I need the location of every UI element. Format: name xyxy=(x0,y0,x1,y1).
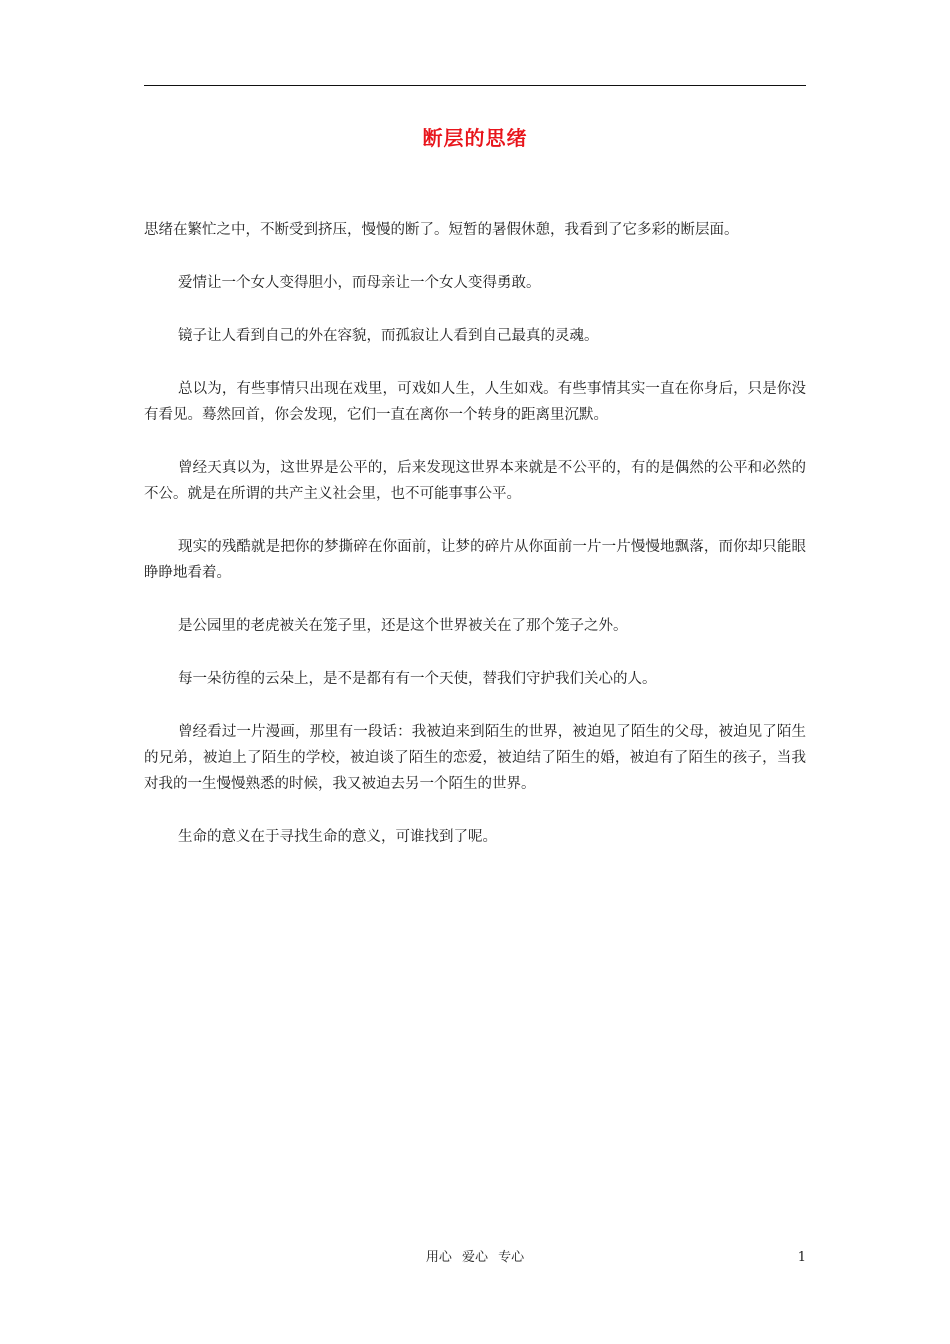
paragraph: 爱情让一个女人变得胆小，而母亲让一个女人变得勇敢。 xyxy=(178,275,541,291)
paragraph: 曾经看过一片漫画，那里有一段话：我被迫来到陌生的世界，被迫见了陌生的父母，被迫见了陌生的兄弟，被迫上了陌生的学校，被迫谈了陌生的恋爱，被迫结了陌生的婚，被迫有了陌生的孩子，当我对我的一生慢慢熟悉的时候，我又被迫去另一个陌生的世界。 xyxy=(144,724,806,792)
paragraph: 曾经天真以为，这世界是公平的，后来发现这世界本来就是不公平的，有的是偶然的公平和必然的不公。就是在所谓的共产主义社会里，也不可能事事公平。 xyxy=(144,460,806,502)
paragraph: 思绪在繁忙之中，不断受到挤压，慢慢的断了。短暂的暑假休憩，我看到了它多彩的断层面。 xyxy=(144,222,739,238)
paragraph: 镜子让人看到自己的外在容貌，而孤寂让人看到自己最真的灵魂。 xyxy=(178,328,599,344)
paragraph: 总以为，有些事情只出现在戏里，可戏如人生，人生如戏。有些事情其实一直在你身后，只是你没有看见。蓦然回首，你会发现，它们一直在离你一个转身的距离里沉默。 xyxy=(144,381,806,423)
document-body xyxy=(144,217,806,877)
paragraph: 每一朵彷徨的云朵上，是不是都有有一个天使，替我们守护我们关心的人。 xyxy=(178,671,657,687)
page-number: 1 xyxy=(797,1250,806,1265)
footer-motto: 用心 爱心 专心 xyxy=(425,1250,525,1265)
paragraph: 是公园里的老虎被关在笼子里，还是这个世界被关在了那个笼子之外。 xyxy=(178,618,628,634)
paragraph: 现实的残酷就是把你的梦撕碎在你面前，让梦的碎片从你面前一片一片慢慢地飘落，而你却只能眼睁睁地看着。 xyxy=(144,539,806,581)
header-rule xyxy=(144,85,806,86)
paragraph: 生命的意义在于寻找生命的意义，可谁找到了呢。 xyxy=(178,829,497,845)
document-title: 断层的思绪 xyxy=(422,126,528,150)
